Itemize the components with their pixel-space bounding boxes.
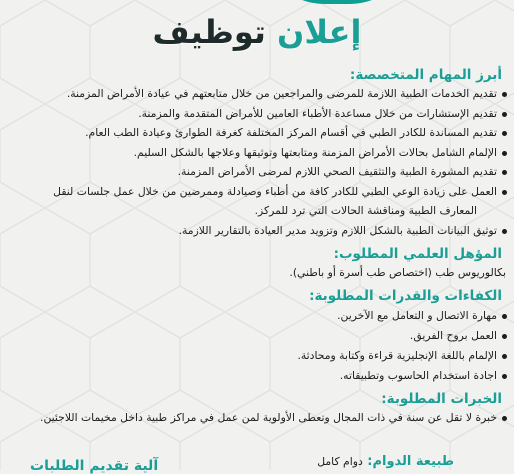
list-item (4, 143, 508, 163)
tasks-heading: أبرز المهام المتخصصة: (349, 67, 502, 83)
list-item-text: الإلمام الشامل بحالات الأمراض المزمنة ومتابعتها وتوثيقها وعلاجها بالشكل السليم. (133, 145, 497, 159)
skills-heading: الكفاءات والقدرات المطلوبة: (309, 288, 502, 304)
qualification-heading: المؤهل العلمي المطلوب: (333, 246, 502, 262)
list-item-text: خبرة لا تقل عن سنة في ذات المجال وتعطى الأولوية لمن عمل في مراكز طبية داخل مخيمات اللاجئين. (40, 411, 497, 424)
experience-list (4, 408, 508, 428)
list-item-text: مهارة الاتصال و التعامل مع الآخرين. (337, 309, 497, 322)
page-title (0, 10, 514, 54)
list-item-text: تقديم الخدمات الطبية اللازمة للمرضى والمراجعين من خلال متابعتهم في عيادة الأمراض المزمنة. (66, 87, 497, 100)
list-item (4, 346, 508, 366)
list-item-text: تقديم المساندة للكادر الطبي في أقسام المركز المختلفة كغرفة الطوارئ وعيادة الطب العام. (85, 126, 497, 139)
work-type-label: طبيعة الدوام: (367, 454, 454, 469)
list-item-text: العمل بروح الفريق. (409, 329, 497, 342)
list-item-text: العمل على زيادة الوعي الطبي للكادر كافة من أطباء وصيادلة وممرضين من خلال عمل جلسات لنقل (53, 184, 497, 198)
applications-heading: آلية تقديم الطلبات (30, 458, 159, 474)
title-dark-word: توظيف (152, 13, 266, 51)
list-item (4, 162, 508, 182)
list-item (4, 104, 508, 124)
list-item-text: تقديم المشورة الطبية والتثقيف الصحي اللازم لمرضى الأمراض المزمنة. (177, 165, 497, 178)
title-accent-word: إعلان (277, 13, 362, 51)
list-item-text: توثيق البيانات الطبية بالشكل اللازم وتزويد مدير العيادة بالتقارير اللازمة. (178, 223, 497, 237)
list-item-text: اجادة استخدام الحاسوب وتطبيقاته. (339, 369, 497, 382)
experience-heading: الخبرات المطلوبة: (381, 391, 502, 407)
list-item (4, 306, 508, 326)
qualification-text: بكالوريوس طب (اختصاص طب أسرة أو باطني). (289, 266, 506, 279)
list-item (4, 84, 508, 104)
skills-list (4, 306, 508, 386)
list-item-text: الإلمام باللغة الإنجليزية قراءة وكتابة ومحادثة. (297, 349, 497, 362)
list-item (4, 326, 508, 346)
list-item-continuation: المعارف الطبية ومناقشة الحالات التي ترد للمركز. (254, 204, 477, 217)
list-item (4, 408, 508, 428)
list-item (4, 123, 508, 143)
work-type-value: دوام كامل (317, 455, 363, 468)
tasks-list (4, 84, 508, 240)
list-item (4, 366, 508, 386)
list-item (4, 182, 508, 221)
list-item (4, 221, 508, 241)
work-type (317, 454, 454, 469)
list-item-text: تقديم الإستشارات من خلال مساعدة الأطباء العامين للأمراض المتقدمة والمزمنة. (138, 106, 497, 120)
